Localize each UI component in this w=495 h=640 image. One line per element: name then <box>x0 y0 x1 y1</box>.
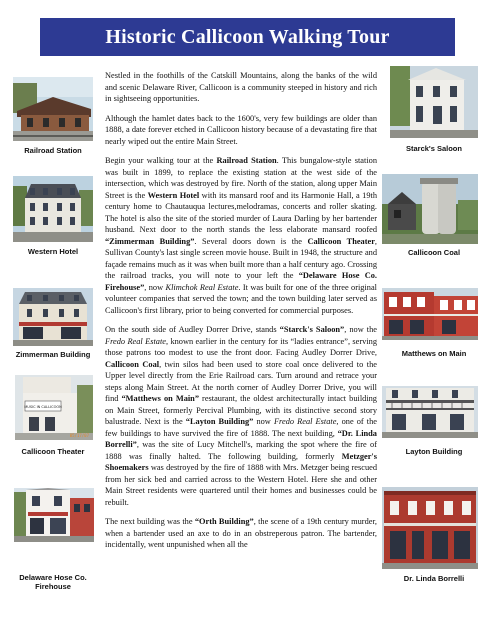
page-title: Historic Callicoon Walking Tour <box>105 25 390 48</box>
delaware-hose-photo <box>14 488 94 542</box>
photo-date-stamp: 05/17/07 <box>69 433 89 438</box>
text-run: restaurant, the oldest architecturally intact building on Main Street, formerly Percival Plumbing, with its distinctive second story balustrade. Next is the <box>105 394 377 426</box>
delaware-hose-caption: Delaware Hose Co. Firehouse <box>19 573 87 591</box>
dr-linda-borrelli-caption: Dr. Linda Borrelli <box>403 574 465 583</box>
landmark-railroad-station: Railroad Station <box>216 156 277 165</box>
western-hotel-caption: Western Hotel <box>27 247 79 256</box>
history-paragraph: Although the hamlet dates back to the 1600's, very few buildings are older than 1888, a date forever etched in Callicoon history because of a devastating fire that nearly wiped out the entire Main Street. <box>105 113 377 146</box>
landmark-layton-building: “Layton Building” <box>185 417 254 426</box>
text-run: . This bungalow-style station was built in 1899, to replace the existing station at the west side of the intersection, which was destroyed by fire. North of the station, along upper Main Street is the <box>105 156 377 200</box>
text-run: Begin your walking tour at the <box>105 156 217 165</box>
railroad-station-caption: Railroad Station <box>24 146 82 155</box>
text-run: , twin silos had been used to store coal once delivered to the Upper level directly from the Erie Railroad cars. Turn around and retrace your steps along Main Street. At the north corner of Audley Dorrer Drive, you will find <box>105 359 377 403</box>
railroad-station-photo <box>13 77 93 141</box>
text-run: , now the <box>344 325 377 334</box>
intro-paragraph: Nestled in the foothills of the Catskill Mountains, along the banks of the wild and scenic Delaware River, Callicoon is a community steeped in history and rich in sightseeing opportunities. <box>105 71 377 103</box>
text-run: , Sullivan County's last single screen movie house. Built in 1948, the structure and façade remains much as it was when built more than a half century ago. Crossing the railroad tracks, you will note to your left the <box>105 236 377 280</box>
text-run: , known earlier in the century for its “ladies entrance”, serving those patrons too modest to use the front door. Facing Audley Dorrer Drive, <box>105 336 377 357</box>
zimmerman-building-photo <box>13 288 93 346</box>
tour-paragraph-3 <box>105 516 377 551</box>
title-banner <box>40 18 455 56</box>
business-name: Klimchok Real Estate <box>165 282 239 292</box>
theater-marquee: MUSIC IN CALLICOON <box>24 405 62 409</box>
landmark-western-hotel: Western Hotel <box>147 190 200 200</box>
text-run: , was the site of Lucy Mitchell's, marking the spot where the fire of 1888 was finally halted. The following building, formerly <box>105 440 377 461</box>
matthews-on-main-caption: Matthews on Main <box>401 349 467 358</box>
text-run: . It was built for one of the three original volunteer companies that served the town; and the town building later served as Callicoon's first library, prior to being converted for commercial purposes. <box>105 282 377 315</box>
western-hotel-photo <box>13 176 93 242</box>
text-run: , one of the few buildings to have survived the fire of 1888. The next building, <box>105 417 378 438</box>
landmark-delaware-hose: “Delaware Hose Co. Firehouse” <box>105 271 377 292</box>
callicoon-theater-photo <box>15 375 93 440</box>
callicoon-theater-caption: Callicoon Theater <box>21 447 85 456</box>
matthews-on-main-photo <box>382 288 478 340</box>
text-run: , now <box>144 282 166 292</box>
landmark-callicoon-theater: Callicoon Theater <box>307 236 375 246</box>
text-run: with its mansard roof and its Harmonie Hall, a 19th century home to Chautauqua lectures,melodramas, concerts and roller skating. The hotel is also the site of the storied murder of Laura Darling by her bartender husband. Next door to the north stands the less elaborate mansard roofed <box>105 190 377 234</box>
business-name: Fredo Real Estate <box>105 336 166 346</box>
layton-building-photo <box>382 386 478 438</box>
callicoon-coal-caption: Callicoon Coal <box>407 248 461 257</box>
article-body <box>105 70 377 559</box>
landmark-callicoon-coal: Callicoon Coal <box>105 359 160 369</box>
text-run: The next building was the <box>105 517 195 526</box>
tour-paragraph-2 <box>105 324 377 508</box>
dr-linda-borrelli-photo <box>382 487 478 569</box>
starcks-saloon-photo <box>390 66 478 138</box>
landmark-starcks-saloon: “Starck's Saloon” <box>279 325 345 334</box>
text-run: was destroyed by the fire of 1888 with Mrs. Metzger being rescued from her sick bed and carried across to the Western Hotel. Here she and other Main Street residents were quartered until their homes and businesses could be rebuilt. <box>105 463 377 507</box>
landmark-metzgers-shoemakers: Metzger's Shoemakers <box>105 451 377 472</box>
layton-building-caption: Layton Building <box>405 447 463 456</box>
callicoon-coal-photo <box>382 174 478 244</box>
landmark-dr-linda-borrelli: “Dr. Linda Borrelli” <box>105 428 377 449</box>
zimmerman-building-caption: Zimmerman Building <box>15 350 91 359</box>
text-run: now <box>253 417 274 426</box>
text-run: . Several doors down is the <box>194 236 308 246</box>
landmark-zimmerman-building: “Zimmerman Building” <box>105 236 195 246</box>
text-run: On the south side of Audley Dorrer Drive, stands <box>105 325 280 334</box>
landmark-orth-building: “Orth Building” <box>194 517 254 526</box>
business-name: Fredo Real Estate <box>273 417 337 426</box>
tour-paragraph-1 <box>105 155 377 316</box>
landmark-matthews-on-main: “Matthews on Main” <box>121 394 199 403</box>
starcks-saloon-caption: Starck's Saloon <box>406 144 462 153</box>
text-run: , the scene of a 19th century murder, when a bartender used an axe to do in an obstreperous patron. The bartender, incidentally, went unpunished when all the <box>105 517 377 549</box>
